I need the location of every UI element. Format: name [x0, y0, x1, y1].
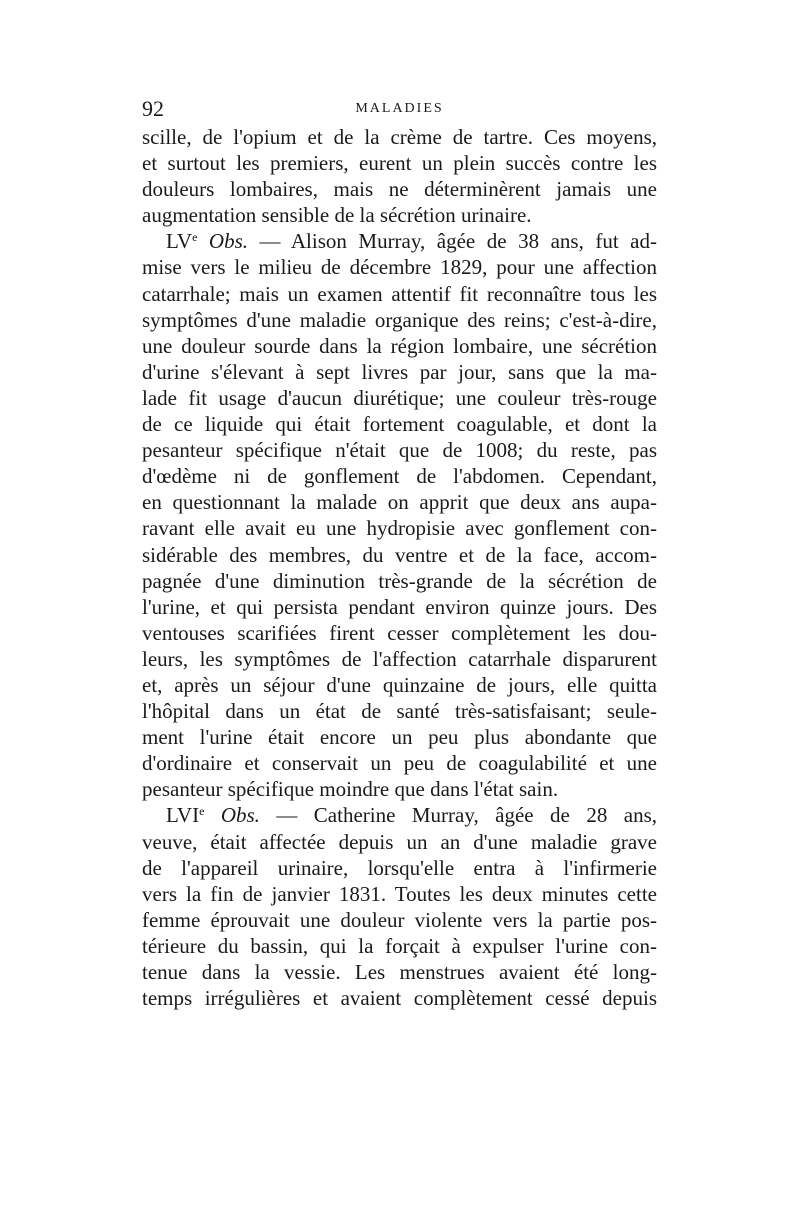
- observation-label: Obs.: [220, 803, 260, 828]
- text-line: symptômes d'une maladie organique des reins; c'est-à-dire,: [142, 307, 657, 332]
- observation-ordinal-sup: e: [192, 230, 198, 245]
- text-line: ravant elle avait eu une hydropisie avec gonflement con-: [142, 516, 657, 541]
- text-line: d'œdème ni de gonflement de l'abdomen. Cependant,: [142, 464, 657, 489]
- text-line: lade fit usage d'aucun diurétique; une couleur très-rouge: [142, 385, 657, 410]
- text-line: l'hôpital dans un état de santé très-satisfaisant; seule-: [142, 699, 657, 724]
- text-line: veuve, était affectée depuis un an d'une maladie grave: [142, 829, 657, 854]
- running-head: [142, 96, 657, 122]
- text-line: pesanteur spécifique n'était que de 1008; du reste, pas: [142, 438, 657, 463]
- text-line: scille, de l'opium et de la crème de tartre. Ces moyens,: [142, 125, 657, 149]
- text-line: augmentation sensible de la sécrétion urinaire.: [142, 203, 532, 228]
- text-line: en questionnant la malade on apprit que deux ans aupa-: [142, 490, 657, 515]
- text-line: et, après un séjour d'une quinzaine de jours, elle quitta: [142, 672, 657, 697]
- text-line: mise vers le milieu de décembre 1829, pour une affection: [142, 255, 657, 280]
- text-line-rest: — Alison Murray, âgée de 38 ans, fut ad-: [248, 229, 657, 254]
- text-line: vers la fin de janvier 1831. Toutes les deux minutes cette: [142, 881, 657, 906]
- observation-label: Obs.: [208, 229, 249, 254]
- text-line: femme éprouvait une douleur violente vers la partie pos-: [142, 907, 657, 932]
- text-line: une douleur sourde dans la région lombaire, une sécrétion: [142, 333, 657, 358]
- text-line: l'urine, et qui persista pendant environ quinze jours. Des: [142, 594, 657, 619]
- observation-numeral: LVI: [166, 803, 200, 828]
- text-line: pesanteur spécifique moindre que dans l'état sain.: [142, 777, 559, 802]
- page-number: 92: [142, 96, 164, 121]
- text-line: et surtout les premiers, eurent un plein succès contre les: [142, 151, 657, 176]
- text-line: douleurs lombaires, mais ne déterminèrent jamais une: [142, 177, 657, 202]
- body-text: [142, 124, 657, 1011]
- observation-heading-56: [142, 802, 657, 828]
- text-line: catarrhale; mais un examen attentif fit reconnaître tous les: [142, 281, 657, 306]
- text-line: d'urine s'élevant à sept livres par jour, sans que la ma-: [142, 359, 657, 384]
- text-line: térieure du bassin, qui la forçait à expulser l'urine con-: [142, 933, 657, 958]
- text-line: de l'appareil urinaire, lorsqu'elle entra à l'infirmerie: [142, 855, 657, 880]
- text-line: temps irrégulières et avaient complètement cessé depuis: [142, 986, 657, 1011]
- text-line: sidérable des membres, du ventre et de la face, accom-: [142, 542, 657, 567]
- observation-ordinal-sup: e: [199, 804, 205, 819]
- text-line-rest: — Catherine Murray, âgée de 28 ans,: [259, 803, 657, 828]
- text-line: ventouses scarifiées firent cesser complètement les dou-: [142, 620, 657, 645]
- text-line: ment l'urine était encore un peu plus abondante que: [142, 725, 657, 750]
- text-line: leurs, les symptômes de l'affection catarrhale disparurent: [142, 646, 657, 671]
- text-line: d'ordinaire et conservait un peu de coagulabilité et une: [142, 751, 657, 776]
- running-title: MALADIES: [355, 101, 444, 116]
- text-line: pagnée d'une diminution très-grande de la sécrétion de: [142, 568, 657, 593]
- observation-numeral: LV: [166, 229, 193, 254]
- text-line: de ce liquide qui était fortement coagulable, et dont la: [142, 412, 657, 437]
- observation-heading-55: [142, 228, 657, 254]
- text-line: tenue dans la vessie. Les menstrues avaient été long-: [142, 960, 657, 984]
